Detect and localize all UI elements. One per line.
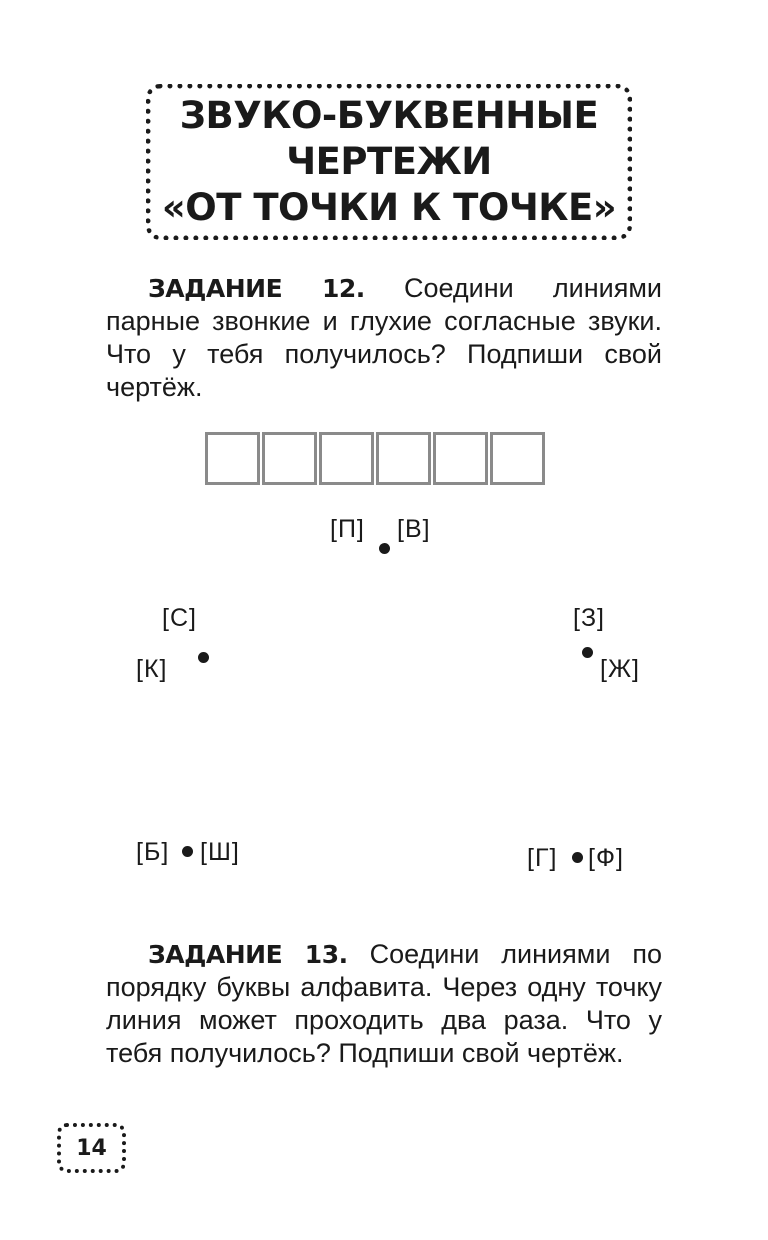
answer-box[interactable] bbox=[490, 432, 545, 485]
task-13 bbox=[106, 938, 662, 1070]
task-12 bbox=[106, 272, 662, 404]
title-line-2: ЧЕРТЕЖИ bbox=[286, 140, 492, 183]
sound-f: [Ф] bbox=[588, 844, 624, 872]
title-line-1: ЗВУКО-БУКВЕННЫЕ bbox=[179, 94, 599, 137]
task-13-label: ЗАДАНИЕ 13. bbox=[148, 940, 348, 969]
answer-boxes bbox=[205, 432, 545, 485]
sound-z: [З] bbox=[573, 604, 605, 632]
task-12-text: Соедини линиями парные звонкие и глухие согласные звуки. Что у тебя получилось? Подпиши свой чертёж. bbox=[106, 273, 662, 402]
dot-right[interactable] bbox=[582, 647, 593, 658]
sound-s: [С] bbox=[162, 604, 197, 632]
answer-box[interactable] bbox=[433, 432, 488, 485]
sound-zh: [Ж] bbox=[600, 655, 640, 683]
sound-p: [П] bbox=[330, 515, 365, 543]
answer-box[interactable] bbox=[262, 432, 317, 485]
dot-bottom-left[interactable] bbox=[182, 846, 193, 857]
title-box bbox=[146, 84, 632, 240]
page-number: 14 bbox=[57, 1123, 126, 1173]
dot-left[interactable] bbox=[198, 652, 209, 663]
sound-sh: [Ш] bbox=[200, 838, 240, 866]
sound-v: [В] bbox=[397, 515, 431, 543]
answer-box[interactable] bbox=[319, 432, 374, 485]
sound-b: [Б] bbox=[136, 838, 170, 866]
task-12-label: ЗАДАНИЕ 12. bbox=[148, 274, 365, 303]
dot-top[interactable] bbox=[379, 543, 390, 554]
task-13-text: Соедини линиями по порядку буквы алфавита. Через одну точку линия может проходить два раза. Что у тебя получилось? Подпиши свой чертёж. bbox=[106, 939, 662, 1068]
sound-k: [К] bbox=[136, 655, 168, 683]
sound-g: [Г] bbox=[527, 844, 558, 872]
answer-box[interactable] bbox=[376, 432, 431, 485]
title-line-3: «ОТ ТОЧКИ К ТОЧКЕ» bbox=[161, 186, 617, 229]
answer-box[interactable] bbox=[205, 432, 260, 485]
dot-bottom-right[interactable] bbox=[572, 852, 583, 863]
